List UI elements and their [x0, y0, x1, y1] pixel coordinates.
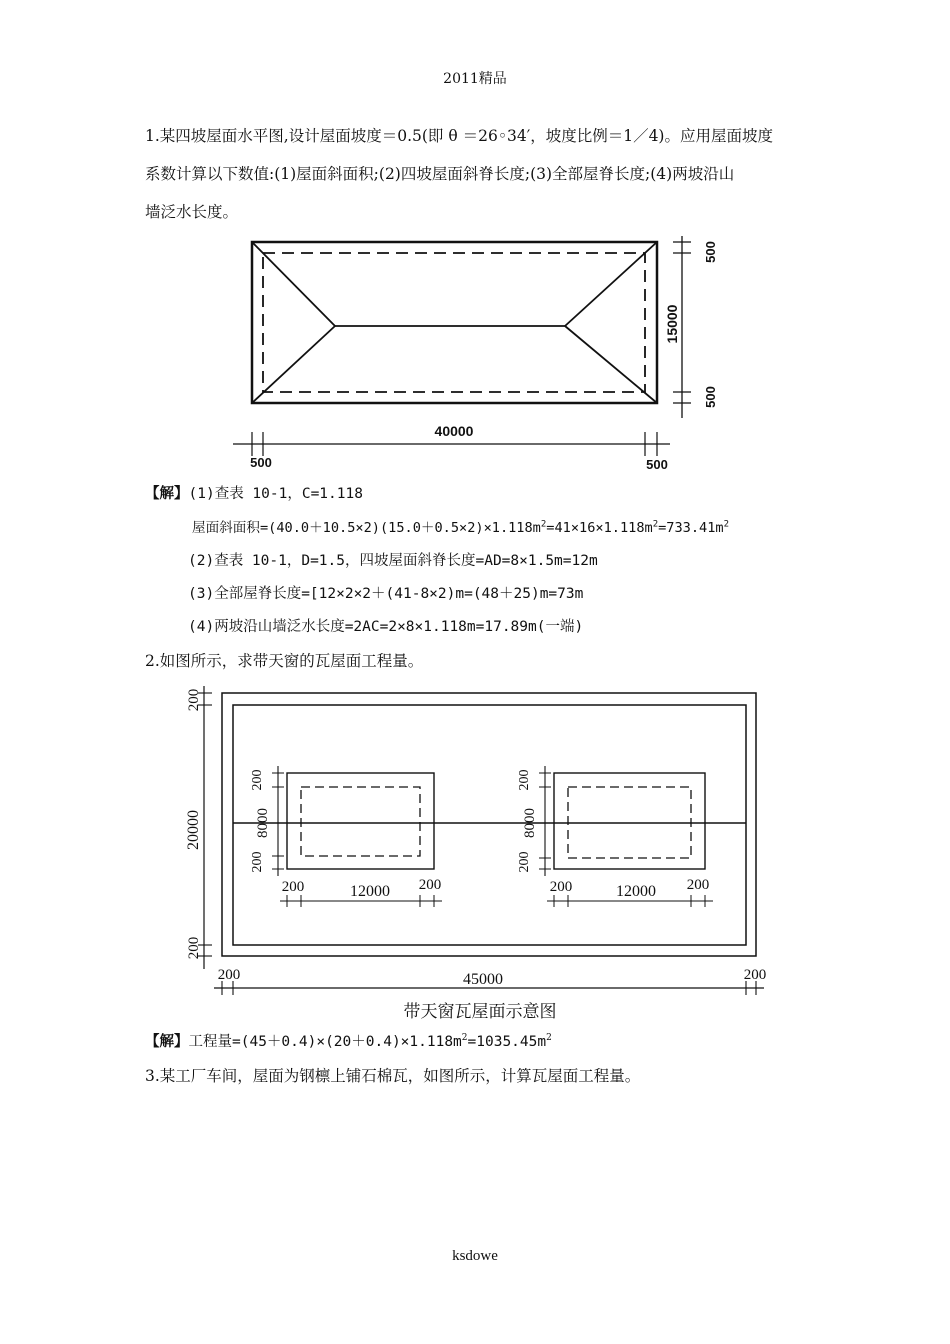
dim-overhang-left-label: 500: [250, 455, 272, 470]
dim-edge-left-label: 200: [217, 967, 241, 983]
dim-total-length-label: 45000: [463, 971, 503, 988]
hip-roof-plan-figure: [225, 232, 735, 477]
solution-tag: 【解】: [145, 485, 189, 502]
skylight-right-edge-left-label: 200: [549, 879, 573, 895]
skylight-left-width-label: 8000: [255, 808, 271, 838]
q1-line2: 系数计算以下数值:(1)屋面斜面积;(2)四坡屋面斜脊长度;(3)全部屋脊长度;(4)两坡沿山: [145, 165, 735, 183]
figure-caption: 带天窗瓦屋面示意图: [403, 1002, 557, 1022]
solution-tag: 【解】: [145, 1033, 189, 1050]
skylight-roof-figure: [180, 684, 780, 1029]
solution-1-line5: (4)两坡沿山墙泛水长度=2AC=2×8×1.118m=17.89m(一端): [188, 619, 584, 635]
q1-line3: 墙泛水长度。: [145, 203, 239, 221]
page-footer: ksdowe: [452, 1248, 498, 1264]
dim-total-width-label: 20000: [185, 810, 202, 850]
skylight-left-edge-right-label: 200: [418, 877, 442, 893]
solution-1-line1: 【解】(1)查表 10-1，C=1.118: [145, 485, 363, 502]
roof-outer-outline: [222, 693, 756, 956]
skylight-left-edge-bottom-label: 200: [250, 851, 265, 873]
solution-1-line4: (3)全部屋脊长度=[12×2×2＋(41-8×2)m=(48＋25)m=73m: [188, 586, 584, 602]
hip-ridge-lt: [252, 242, 335, 326]
dim-overhang-right-label: 500: [646, 457, 668, 472]
skylight-left-inner: [301, 787, 420, 856]
skylight-left-edge-top-label: 200: [250, 769, 265, 791]
dim-edge-bottom-label: 200: [186, 936, 202, 960]
dim-overhang-bottom-label: 500: [703, 386, 718, 408]
wall-outline-dashed: [263, 253, 645, 392]
skylight-right-edge-bottom-label: 200: [517, 851, 532, 873]
roof-outline: [252, 242, 657, 403]
solution-2: 【解】工程量$=(45+0.4)\times(20+0.4)\times 1.118m^2=1035.45m^2$: [145, 1033, 552, 1050]
q2-text: 2.如图所示，求带天窗的瓦屋面工程量。: [145, 652, 424, 670]
dim-overhang-top-label: 500: [703, 241, 718, 263]
skylight-right-width-label: 8000: [522, 808, 538, 838]
dim-edge-right-label: 200: [743, 967, 767, 983]
dim-length-label: 40000: [434, 423, 474, 439]
dim-width-label: 15000: [664, 304, 680, 344]
skylight-left-length-label: 12000: [350, 883, 390, 900]
skylight-right-edge-top-label: 200: [517, 769, 532, 791]
skylight-left-edge-left-label: 200: [281, 879, 305, 895]
dim-edge-top-label: 200: [186, 688, 202, 712]
hip-ridge-rt: [565, 242, 657, 326]
solution-1-line2: 屋面斜面积$=(40.0+10.5\times 2)(15.0+0.5\times 2)\times 1.118m^2=41\times 16\times 1.118m^2=733.41m^2$: [192, 519, 730, 536]
q3-text: 3.某工厂车间，屋面为钢檩上铺石棉瓦，如图所示，计算瓦屋面工程量。: [145, 1067, 641, 1085]
page-header: 2011精品: [443, 71, 507, 87]
solution-1-line3: (2)查表 10-1，D=1.5，四坡屋面斜脊长度=AD=8×1.5m=12m: [188, 553, 598, 569]
skylight-right-length-label: 12000: [616, 883, 656, 900]
roof-inner-outline: [233, 705, 746, 945]
q1-line1: 1.某四坡屋面水平图,设计屋面坡度＝0.5(即 θ ＝26◦34′，坡度比例＝1／4)。应用屋面坡度: [145, 127, 773, 145]
skylight-right-edge-right-label: 200: [686, 877, 710, 893]
